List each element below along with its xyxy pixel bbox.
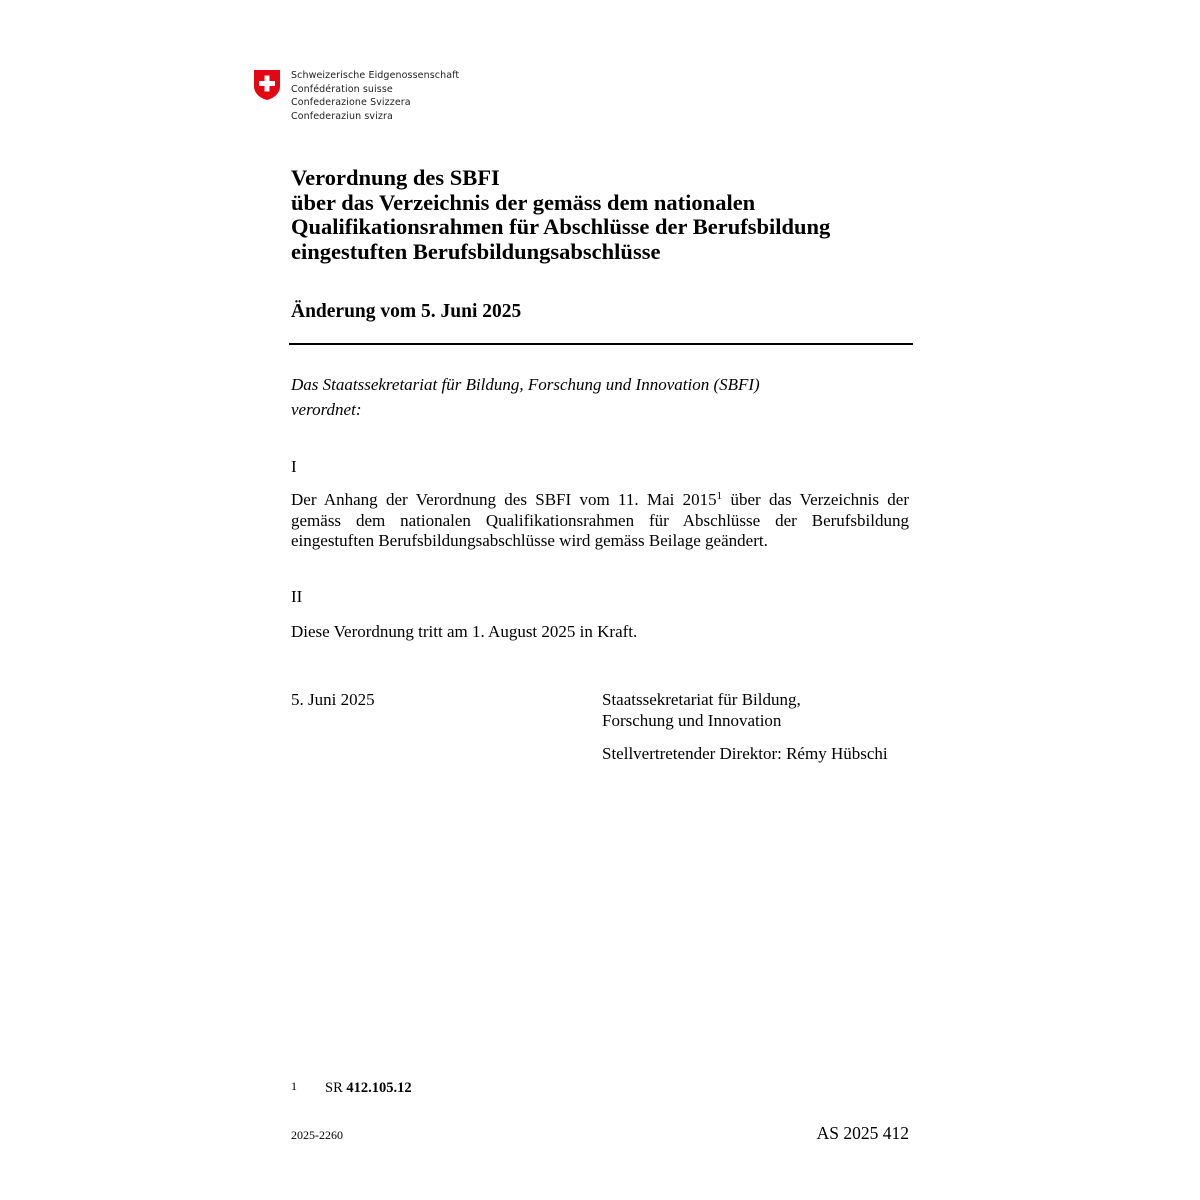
title-divider (289, 343, 913, 345)
confederation-name-de: Schweizerische Eidgenossenschaft (291, 70, 460, 81)
signature-person: Stellvertretender Direktor: Rémy Hübschi (602, 744, 888, 763)
signature-block (602, 690, 888, 765)
signature-institution-line: Staatssekretariat für Bildung, (602, 690, 801, 709)
amendment-date-heading: Änderung vom 5. Juni 2025 (291, 301, 522, 322)
section-ii-text: Diese Verordnung tritt am 1. August 2025 in Kraft. (291, 622, 638, 641)
swiss-coat-of-arms-icon (253, 69, 281, 101)
confederation-name-fr: Confédération suisse (291, 83, 393, 95)
footnote-reference[interactable]: 1 (716, 490, 723, 502)
section-number-i: I (291, 457, 297, 476)
footnote-prefix: SR (325, 1080, 347, 1096)
title-line: Qualifikationsrahmen für Abschlüsse der Berufsbildung (291, 214, 831, 239)
title-line: über das Verzeichnis der gemäss dem nationalen (291, 189, 756, 215)
signature-date: 5. Juni 2025 (291, 690, 375, 709)
section-i-text-start: Der Anhang der Verordnung des SBFI vom 11. Mai 2015 (291, 490, 717, 509)
signature-institution-line: Forschung und Innovation (602, 710, 782, 730)
document-title (291, 166, 931, 264)
footnote-mark: 1 (291, 1079, 297, 1093)
section-i-text-end: über das Verzeichnis der gemäss dem nationalen Qualifikationsrahmen für Abschlüsse der Berufsbildung eingestuften Berufsbildungsabschlüsse wird gemäss Beilage geändert. (291, 490, 909, 550)
preamble (291, 373, 760, 422)
preamble-line: Das Staatssekretariat für Bildung, Forschung und Innovation (SBFI) (291, 375, 760, 394)
section-number-ii: II (291, 587, 303, 606)
document-number: 2025-2260 (291, 1128, 343, 1142)
confederation-name-it: Confederazione Svizzera (291, 97, 411, 109)
official-compilation-number: AS 2025 412 (816, 1123, 909, 1143)
title-line: Verordnung des SBFI (291, 165, 500, 190)
section-i-text (291, 490, 909, 552)
confederation-name-rm: Confederaziun svizra (291, 111, 393, 123)
confederation-name-block (291, 69, 459, 124)
footnote-sr-number: 412.105.12 (346, 1080, 412, 1096)
footnote-text (325, 1079, 412, 1097)
preamble-line: verordnet: (291, 399, 362, 419)
title-line: eingestuften Berufsbildungsabschlüsse (291, 238, 661, 264)
